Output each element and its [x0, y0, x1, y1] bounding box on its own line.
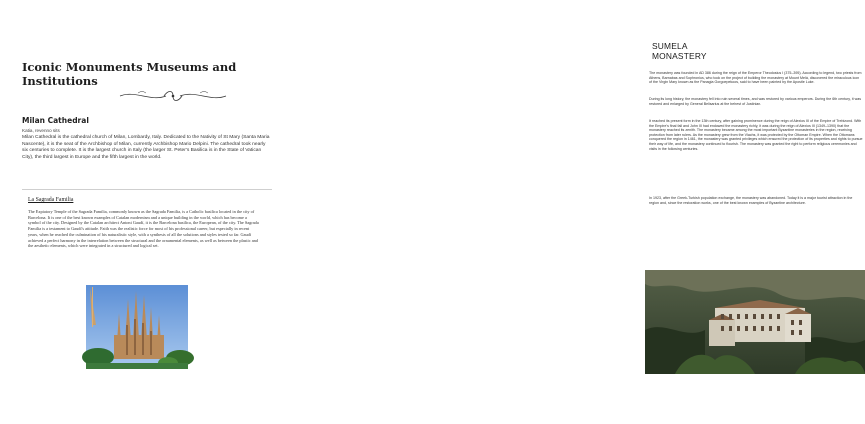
article-heading: La Sagrada Familia	[28, 197, 74, 203]
paragraph-4: In 1923, after the Greek-Turkish population exchange, the monastery was abandoned. Today it is a major tourist attraction in the region and, since the restoration works, one of the best known examples of Byzantine architecture.	[649, 196, 853, 205]
page-title: Iconic Monuments Museums and Institutions	[22, 60, 237, 88]
section-heading: Milan Cathedral	[22, 116, 89, 125]
section-subline: Katia, revenno sits	[22, 128, 60, 133]
sagrada-familia-photo	[86, 285, 188, 369]
paragraph-1: The monastery was founded in AD 386 during the reign of the Emperor Theodosius I (375–395). According to legend, two priests from Athens, Barnabas and Sophronius, who took on the project of building the monastery at Mount Melá, discovered the miraculous icon of the Virgin Mary known as the Panagia Gorgoepekoos, said to have been painted by the Apostle Luke.	[649, 71, 862, 85]
sumela-monastery-photo	[645, 270, 865, 374]
paragraph-2: During its long history, the monastery fell into ruin several times, and was restored by various emperors. During the 6th century, it was restored and enlarged by General Belisarius at the behest of Justinian.	[649, 97, 861, 106]
section-body-text: Milan Cathedral is the cathedral church of Milan, Lombardy, Italy. Dedicated to the Nativity of St Mary (Santa Maria Nascente), it is the seat of the Archbishop of Milan, currently Archbishop Mario Delpini. The cathedral took nearly six centuries to complete. It is the largest church in Italy (the larger St. Peter's Basilica is in the State of Vatican City), the third largest in Europe and the fifth largest in the world.	[22, 135, 270, 160]
flourish-divider-icon	[118, 88, 228, 104]
monastery-title: SUMELA MONASTERY	[652, 41, 707, 61]
article-body-text: The Expiatory Temple of the Sagrada Familia, commonly known as the Sagrada Familia, is a Catholic basilica located in the city of Barcelona. It is one of the best known examples of Catalan modernism and a unique building in the world, which has become a symbol of the city. Designed by the Catalan architect Antoni Gaudí, it is the Barcelona basilica, the European, of the city. The Sagrada Familia is a testament to Gaudí's attitude. Faith was the realistic force for most of his professional career, but especially in recent years, when he reached the culmination of his naturalistic style, with a synthesis of all the solutions and styles tested so far. Gaudí achieved a perfect harmony in the interrelation between the structural and the ornamental elements, as well as between the plastic and the aesthetic elements, which were integrated in a structured and logical set.	[28, 209, 259, 249]
paragraph-3: It reached its present form in the 13th century, after gaining prominence during the reign of Alexios III of the Empire of Trebizond. With the Empire's final fall and John III had endowed the monastery richly, it was during the reign of Alexios III (1349–1390) that the monastery reached its zenith. The monastery became among the most important Byzantine monasteries in the region, receiving protection from later rulers. As the monastery grew from the Vlachs, it was protected by the Ottoman Empire. When the Ottomans conquered the region in 1461, the monastery was granted privileges which ensured the protection of its properties and rights to pursue their way of life, and the monastery continued to flourish. The monastery was granted the right to perform religious ceremonies and visits in the following centuries.	[649, 119, 863, 151]
divider-line	[22, 189, 272, 190]
left-page	[0, 0, 300, 424]
right-page	[300, 0, 863, 424]
